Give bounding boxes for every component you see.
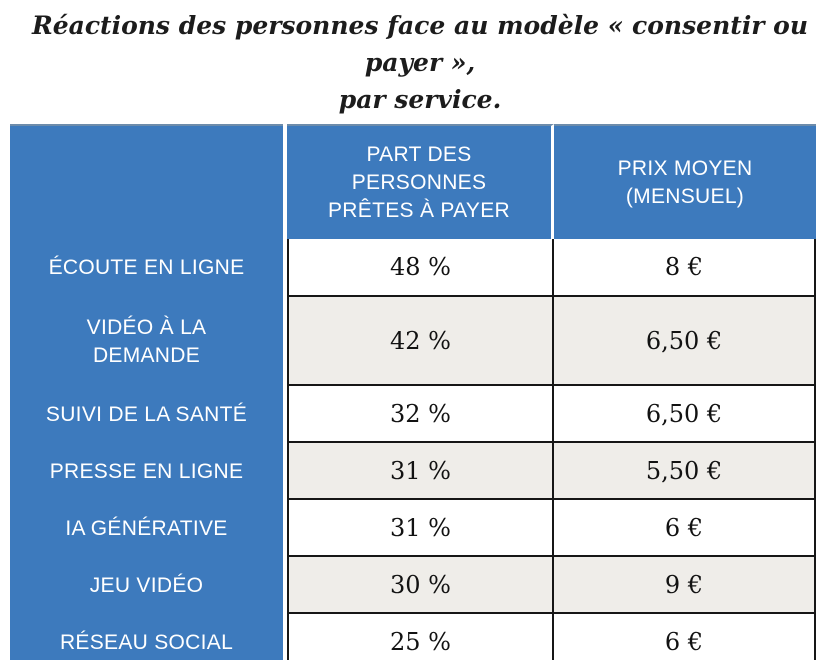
price-cell — [554, 297, 816, 386]
service-label-reseau-social — [10, 614, 283, 660]
share-value: 30 % — [390, 570, 451, 599]
column-header-share — [287, 124, 554, 239]
share-value: 48 % — [390, 253, 451, 281]
service-label-text: RÉSEAU SOCIAL — [59, 630, 234, 654]
service-label-text: JEU VIDÉO — [89, 573, 204, 597]
data-table — [10, 124, 816, 660]
share-cell — [287, 500, 554, 557]
service-label-text: VIDÉO À LA DEMANDE — [86, 315, 207, 367]
share-cell — [287, 614, 554, 660]
price-cell — [554, 386, 816, 443]
price-cell — [554, 443, 816, 500]
service-label-jeu-video — [10, 557, 283, 614]
price-value: 6,50 € — [645, 326, 723, 355]
chart-title-line2: par service. — [338, 85, 502, 114]
share-value: 32 % — [390, 399, 451, 428]
column-header-share-label: PART DES PERSONNES PRÊTES À PAYER — [328, 142, 510, 222]
share-value: 31 % — [390, 456, 451, 485]
service-label-video-a-la-demande — [10, 297, 283, 386]
chart-title — [0, 7, 840, 118]
price-value: 9 € — [664, 570, 704, 599]
price-value: 6,50 € — [645, 399, 723, 428]
price-cell — [554, 614, 816, 660]
chart-title-line1: Réactions des personnes face au modèle « consentir ou payer », — [31, 11, 809, 77]
price-cell — [554, 557, 816, 614]
service-label-text: SUIVI DE LA SANTÉ — [45, 402, 248, 426]
share-cell — [287, 386, 554, 443]
share-cell — [287, 557, 554, 614]
price-value: 8 € — [664, 253, 704, 281]
share-cell — [287, 239, 554, 297]
service-label-ecoute-en-ligne — [10, 239, 283, 297]
price-cell — [554, 239, 816, 297]
share-value: 42 % — [390, 326, 451, 355]
price-value: 6 € — [664, 627, 704, 656]
service-label-suivi-de-la-sante — [10, 386, 283, 443]
price-value: 6 € — [664, 513, 704, 542]
share-cell — [287, 443, 554, 500]
share-value: 31 % — [390, 513, 451, 542]
service-label-text: IA GÉNÉRATIVE — [65, 516, 228, 540]
share-cell — [287, 297, 554, 386]
column-header-price-label: PRIX MOYEN (MENSUEL) — [617, 156, 753, 208]
price-value: 5,50 € — [645, 456, 723, 485]
page — [0, 7, 840, 660]
service-label-presse-en-ligne — [10, 443, 283, 500]
share-value: 25 % — [390, 627, 451, 656]
service-label-text: ÉCOUTE EN LIGNE — [48, 256, 245, 279]
price-cell — [554, 500, 816, 557]
service-label-ia-generative — [10, 500, 283, 557]
column-header-price — [554, 124, 816, 239]
service-label-text: PRESSE EN LIGNE — [49, 459, 244, 483]
